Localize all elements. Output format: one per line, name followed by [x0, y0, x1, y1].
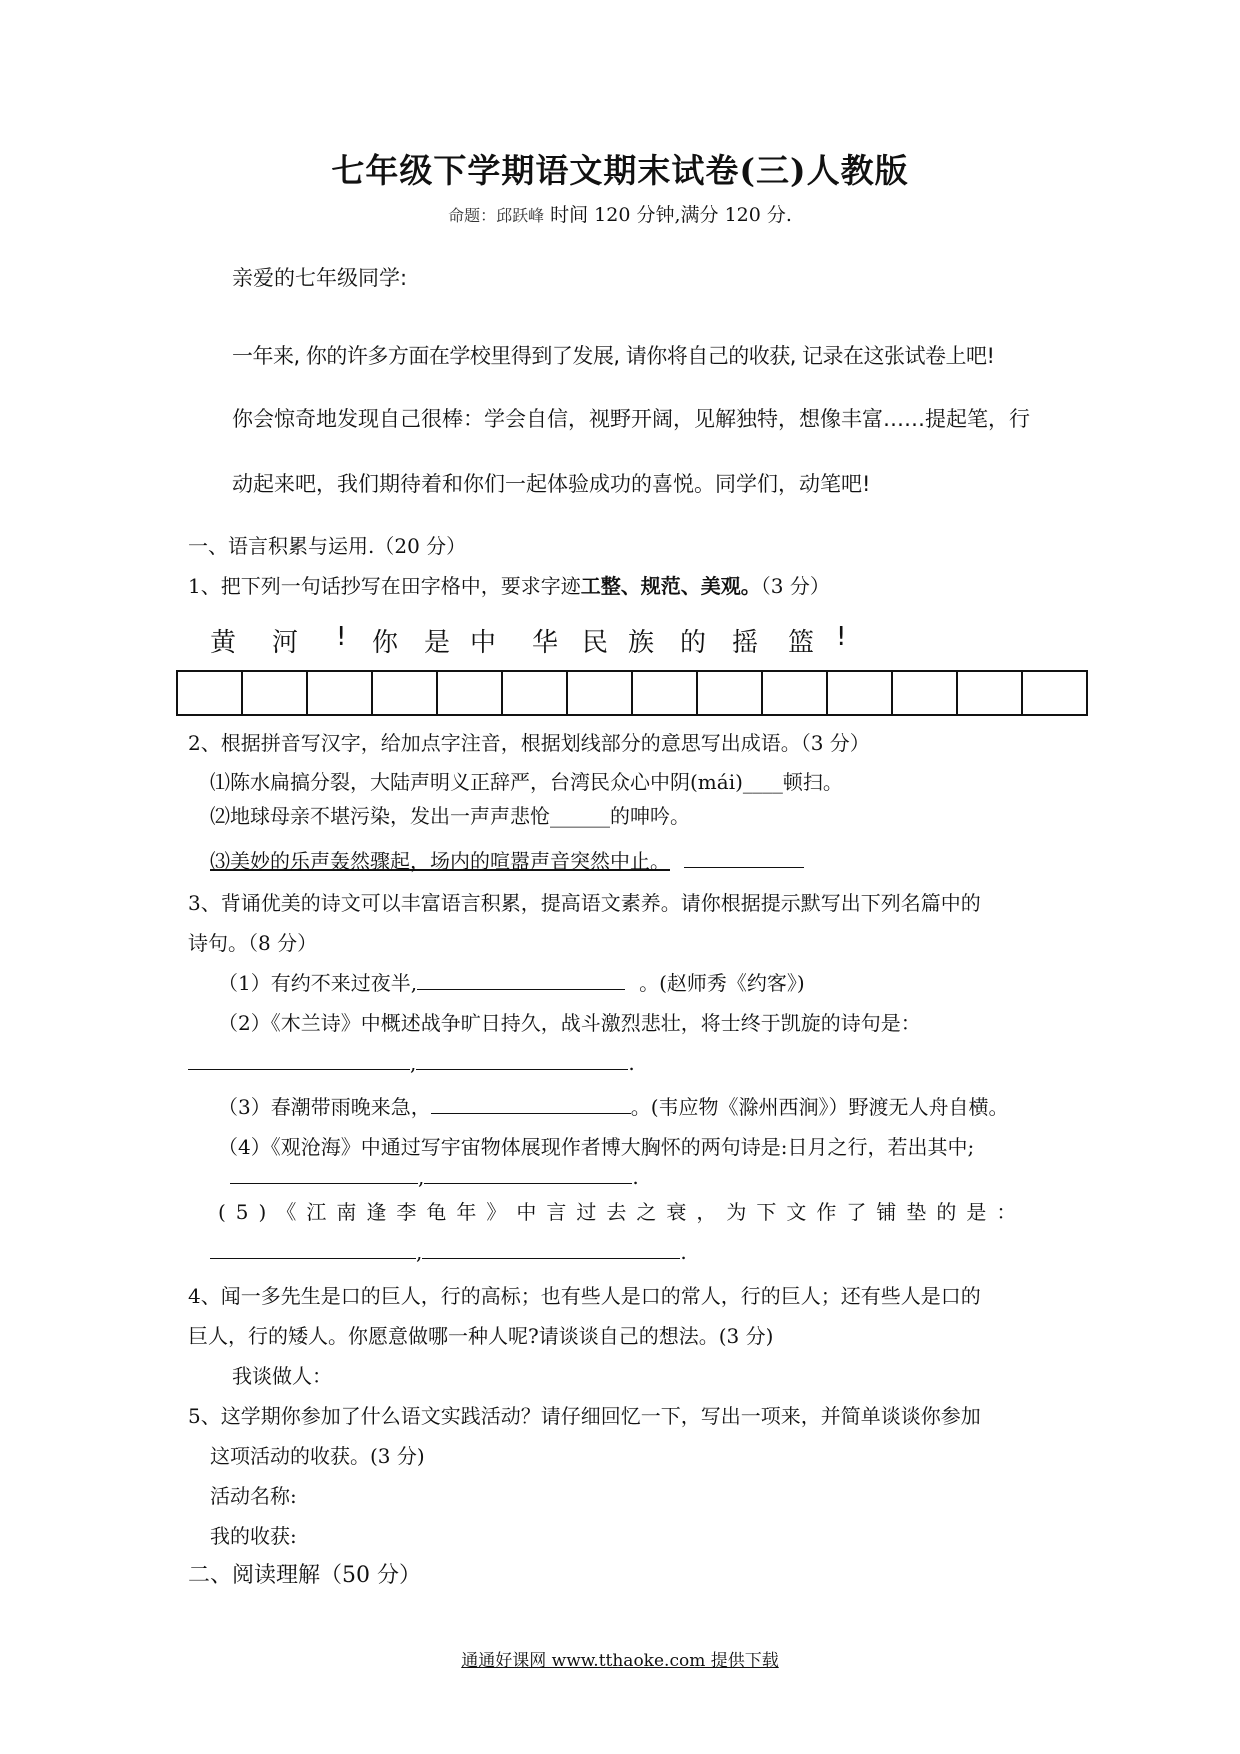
- grid-cell[interactable]: [566, 670, 633, 716]
- question-4-line-1: 4、闻一多先生是口的巨人，行的高标；也有些人是口的常人，行的巨人；还有些人是口的: [188, 1284, 981, 1308]
- q3-item-1-text: （1）有约不来过夜半,: [218, 971, 418, 995]
- grid-cell[interactable]: [501, 670, 568, 716]
- grid-cell[interactable]: [241, 670, 308, 716]
- q3-item-2-lines: , .: [188, 1049, 635, 1075]
- grid-cell[interactable]: [631, 670, 698, 716]
- grid-cell[interactable]: [956, 670, 1023, 716]
- copy-char: !: [336, 622, 347, 652]
- q1-score: （3 分）: [760, 574, 830, 598]
- copy-char: 的: [680, 628, 707, 658]
- copy-char: 你: [372, 628, 399, 658]
- section-2-heading: 二、阅读理解（50 分）: [188, 1563, 421, 1588]
- question-1: [188, 570, 830, 599]
- grid-cell[interactable]: [1021, 670, 1088, 716]
- q4-answer-label: 我谈做人：: [232, 1364, 332, 1388]
- grid-cell[interactable]: [176, 670, 243, 716]
- copy-char: 是: [424, 628, 451, 658]
- q2-item-1: ⑴陈水扁搞分裂，大陆声明义正辞严，台湾民众心中阴(mái)____顿扫。: [210, 770, 843, 794]
- q3-item-4: （4）《观沧海》中通过写宇宙物体展现作者博大胸怀的两句诗是:日月之行，若出其中;: [218, 1135, 975, 1159]
- question-5-line-2: 这项活动的收获。(3 分): [210, 1444, 425, 1468]
- grid-cell[interactable]: [761, 670, 828, 716]
- q1-emphasis: 工整、规范、美观。: [580, 574, 761, 598]
- answer-line[interactable]: [424, 1163, 632, 1184]
- answer-line[interactable]: [210, 1238, 416, 1259]
- page-title: 七年级下学期语文期末试卷(三)人教版: [331, 151, 909, 190]
- q3-item-1-source: 。(赵师秀《约客》): [639, 971, 805, 995]
- grid-cell[interactable]: [696, 670, 763, 716]
- copy-char: 篮: [788, 628, 815, 658]
- answer-line[interactable]: [684, 847, 804, 868]
- question-4-line-2: 巨人，行的矮人。你愿意做哪一种人呢?请谈谈自己的想法。(3 分): [188, 1324, 774, 1348]
- grid-cell[interactable]: [826, 670, 893, 716]
- author-label: 命题：邱跃峰: [448, 206, 545, 225]
- q2-item-3-text: ⑶美妙的乐声轰然骤起，场内的喧嚣声音突然中止。: [210, 849, 670, 873]
- question-3-stem-2: 诗句。（8 分）: [188, 931, 318, 955]
- q5-gain-label: 我的收获:: [210, 1524, 297, 1548]
- copy-char: 摇: [732, 628, 759, 658]
- copy-char: 河: [272, 628, 299, 658]
- greeting-salutation: 亲爱的七年级同学:: [232, 266, 408, 290]
- question-5-line-1: 5、这学期你参加了什么语文实践活动？请仔细回忆一下，写出一项来，并简单谈谈你参加: [188, 1404, 981, 1428]
- grid-cell[interactable]: [891, 670, 958, 716]
- q2-item-2: ⑵地球母亲不堪污染，发出一声声悲怆______的呻吟。: [210, 804, 690, 828]
- q3-item-5: (5)《江南逢李龟年》中言过去之衰，为下文作了铺垫的是：: [218, 1200, 1027, 1224]
- answer-line[interactable]: [230, 1163, 418, 1184]
- grid-cell[interactable]: [371, 670, 438, 716]
- copy-char: !: [836, 622, 847, 652]
- q3-item-1: [218, 967, 805, 996]
- q5-activity-label: 活动名称:: [210, 1484, 297, 1508]
- answer-line[interactable]: [431, 1093, 631, 1114]
- question-2-stem: 2、根据拼音写汉字，给加点字注音，根据划线部分的意思写出成语。（3 分）: [188, 731, 870, 755]
- time-info: 时间 120 分钟,满分 120 分.: [550, 204, 792, 226]
- q2-item-3: [210, 845, 804, 874]
- copy-char: 族: [628, 628, 655, 658]
- grid-cell[interactable]: [306, 670, 373, 716]
- q1-prefix: 1、把下列一句话抄写在田字格中，要求字迹: [188, 574, 581, 598]
- q3-item-3-text: （3）春潮带雨晚来急，: [218, 1095, 431, 1119]
- tianzige-grid: [176, 670, 1088, 716]
- q3-item-3: [218, 1091, 1009, 1120]
- copy-char: 中: [470, 628, 497, 658]
- answer-line[interactable]: [422, 1238, 680, 1259]
- greeting-line-1: 一年来, 你的许多方面在学校里得到了发展, 请你将自己的收获, 记录在这张试卷上吧!: [232, 344, 995, 368]
- answer-line[interactable]: [416, 1049, 628, 1070]
- q3-item-3-source: 。(韦应物《滁州西涧》）野渡无人舟自横。: [630, 1095, 1009, 1119]
- q3-item-2: （2）《木兰诗》中概述战争旷日持久，战斗激烈悲壮，将士终于凯旋的诗句是：: [218, 1011, 921, 1035]
- copy-char: 黄: [210, 628, 237, 658]
- question-3-stem-1: 3、背诵优美的诗文可以丰富语言积累，提高语文素养。请你根据提示默写出下列名篇中的: [188, 891, 981, 915]
- q3-item-4-lines: , .: [230, 1163, 639, 1189]
- answer-line[interactable]: [417, 969, 625, 990]
- section-1-heading: 一、语言积累与运用.（20 分）: [188, 534, 467, 558]
- footer-download-link[interactable]: 通通好课网 www.tthaoke.com 提供下载: [461, 1651, 779, 1671]
- grid-cell[interactable]: [436, 670, 503, 716]
- copy-char: 民: [582, 628, 609, 658]
- q3-item-5-lines: , .: [210, 1238, 687, 1264]
- greeting-line-2: 你会惊奇地发现自己很棒：学会自信，视野开阔，见解独特，想像丰富……提起笔，行: [232, 407, 1030, 431]
- subtitle: [0, 200, 1240, 227]
- answer-line[interactable]: [188, 1049, 410, 1070]
- greeting-line-3: 动起来吧，我们期待着和你们一起体验成功的喜悦。同学们，动笔吧!: [232, 472, 871, 496]
- copy-char: 华: [532, 628, 559, 658]
